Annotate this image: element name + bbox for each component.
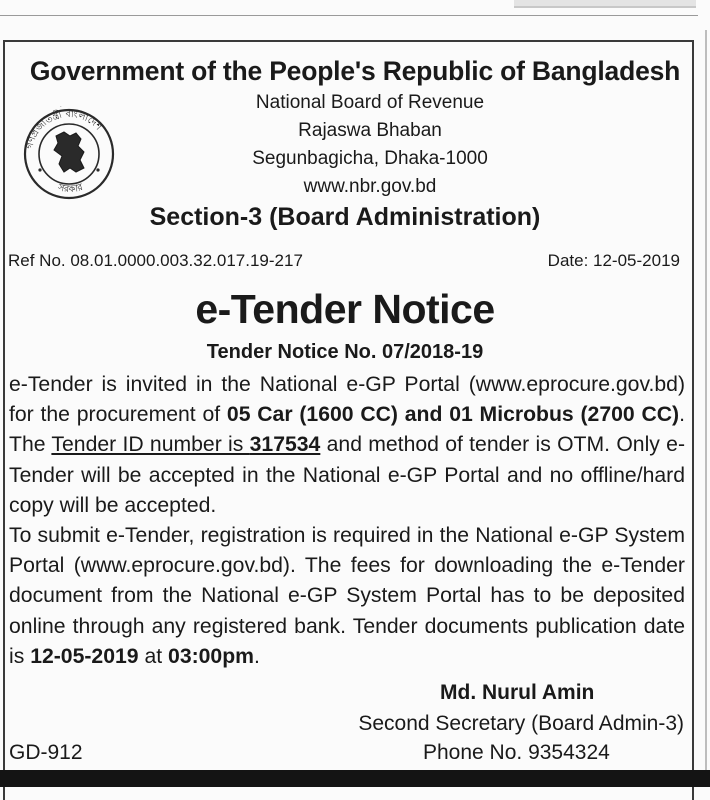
publication-date: 12-05-2019 bbox=[30, 644, 139, 668]
signatory-phone: Phone No. 9354324 bbox=[423, 741, 610, 764]
seal-arc-top: গণপ্রজাতন্ত্রী বাংলাদেশ bbox=[24, 108, 104, 150]
government-heading: Government of the People's Republic of Bangladesh bbox=[29, 56, 681, 86]
tender-id-label: Tender ID number is bbox=[51, 433, 250, 457]
gd-code: GD-912 bbox=[9, 741, 83, 764]
building-name: Rajaswa Bhaban bbox=[298, 120, 442, 141]
p1-text-b: . The bbox=[9, 403, 686, 457]
p2-text-a: To submit e-Tender, registration is required in the National e-GP System Portal (www.eprocure.gov.bd). The fees for downloading the e-Tender document from the National e-GP System Portal has to be deposited online through any registered bank. Tender documents publication date is bbox=[9, 524, 685, 668]
seal-text-top bbox=[18, 106, 106, 109]
p1-text-a: e-Tender is invited in the National e-GP Portal (www.eprocure.gov.bd) for the procurement of bbox=[9, 373, 685, 427]
address-line: Segunbagicha, Dhaka-1000 bbox=[252, 148, 488, 169]
notice-date: Date: 12-05-2019 bbox=[547, 251, 680, 270]
p2-text-c: . bbox=[254, 644, 260, 668]
signatory-title: Second Secretary (Board Admin-3) bbox=[358, 712, 684, 735]
p2-text-b: at bbox=[138, 644, 169, 668]
tender-id-phrase bbox=[51, 433, 320, 456]
right-page-edge bbox=[705, 30, 707, 770]
publication-time: 03:00pm bbox=[168, 644, 255, 668]
paragraph-1 bbox=[9, 370, 685, 521]
top-rule bbox=[0, 15, 698, 16]
website-line: www.nbr.gov.bd bbox=[303, 176, 437, 197]
paragraph-2 bbox=[9, 521, 685, 672]
top-tab-edge bbox=[514, 0, 696, 8]
org-name: National Board of Revenue bbox=[255, 92, 485, 113]
bottom-dark-bar bbox=[0, 770, 710, 787]
government-seal-icon bbox=[18, 106, 120, 200]
p1-text-c: and method of tender is OTM. Only e-Tender will be accepted in the National e-GP Portal and no offline/hard copy will be accepted. bbox=[9, 433, 686, 517]
section-heading: Section-3 (Board Administration) bbox=[149, 203, 541, 231]
signatory-name: Md. Nurul Amin bbox=[440, 681, 595, 704]
tender-id: 317534 bbox=[249, 433, 321, 457]
seal-arc-bottom: সরকার bbox=[56, 181, 85, 196]
procurement-items: 05 Car (1600 CC) and 01 Microbus (2700 CC) bbox=[226, 403, 680, 427]
notice-body bbox=[9, 370, 685, 672]
notice-number: Tender Notice No. 07/2018-19 bbox=[206, 341, 484, 363]
reference-number: Ref No. 08.01.0000.003.32.017.19-217 bbox=[8, 251, 303, 270]
notice-title: e-Tender Notice bbox=[195, 286, 495, 332]
